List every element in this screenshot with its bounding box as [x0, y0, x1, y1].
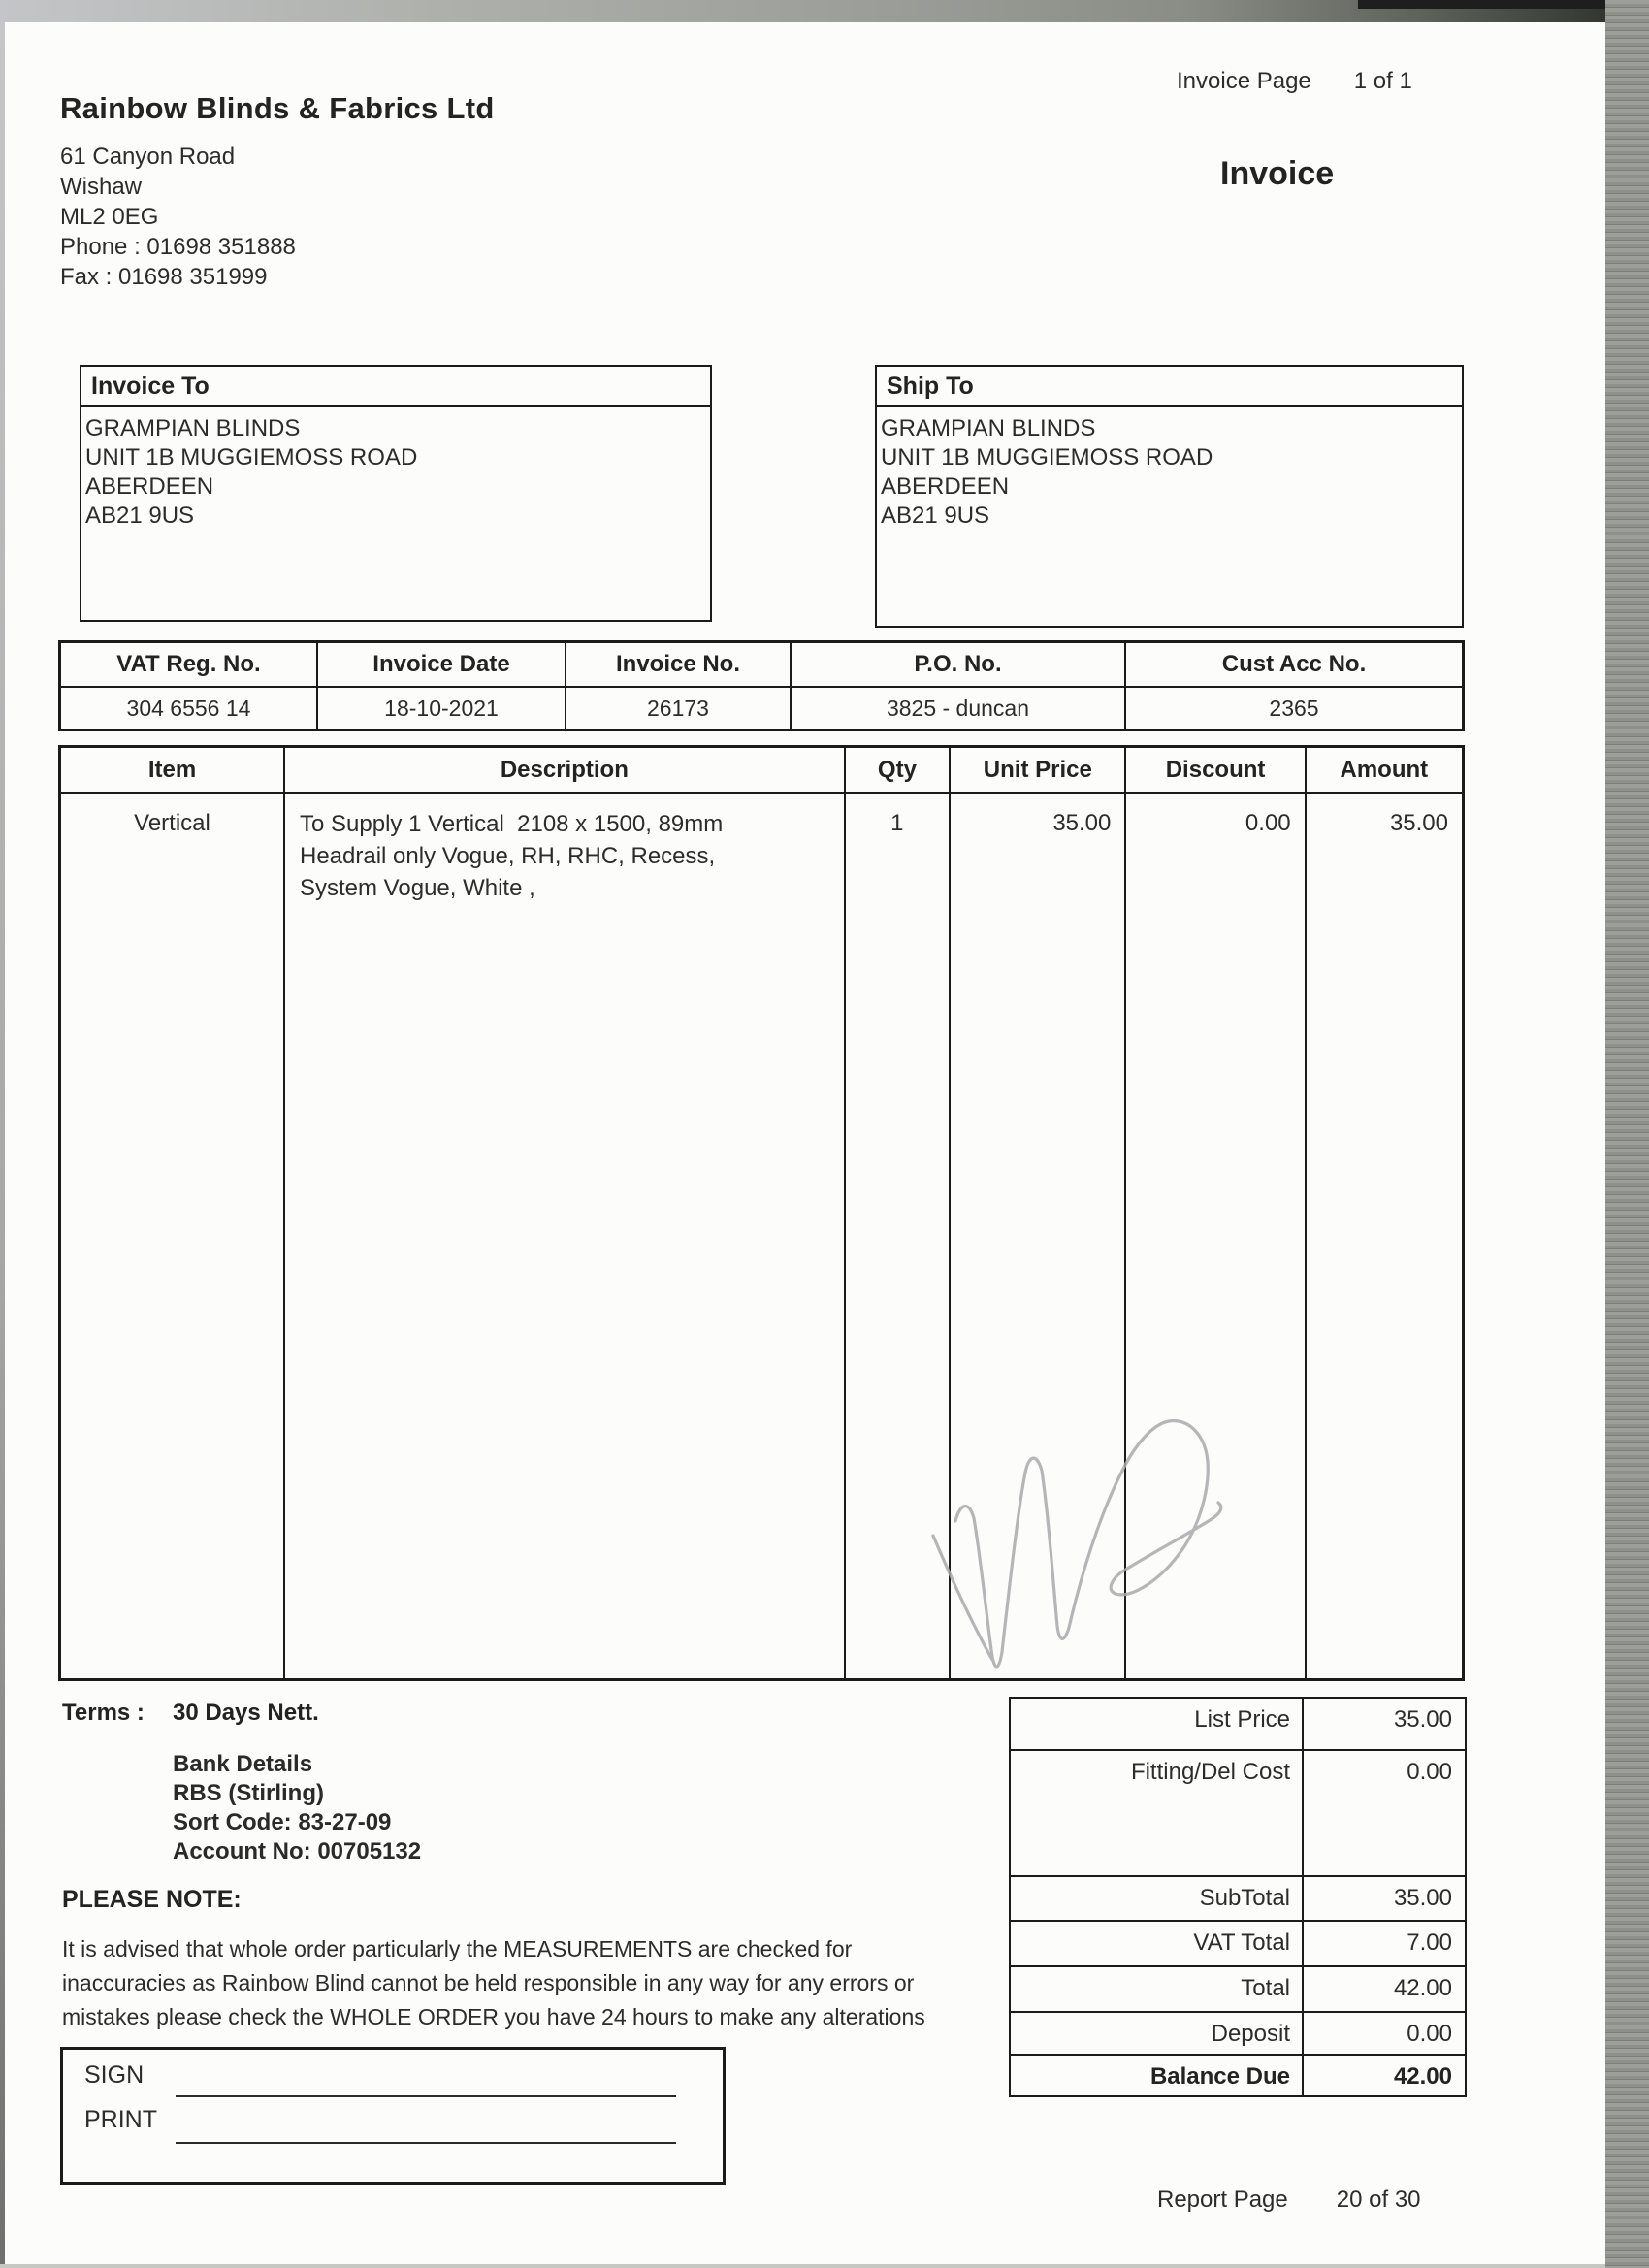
line-items-table	[58, 745, 1465, 1681]
totals-value: 35.00	[1393, 1885, 1452, 1911]
totals-value: 0.00	[1406, 1759, 1452, 1785]
totals-row-balance-due	[1011, 2054, 1465, 2095]
company-address-line: ML2 0EG	[60, 204, 159, 230]
totals-box	[1009, 1697, 1467, 2097]
sign-line	[176, 2095, 676, 2097]
company-address	[60, 142, 296, 292]
item-discount-cell: 0.00	[1126, 794, 1306, 1678]
totals-row-subtotal	[1011, 1875, 1465, 1920]
totals-value: 0.00	[1406, 2021, 1452, 2047]
meta-value-po: 3825 - duncan	[886, 695, 1030, 721]
report-page-value: 20 of 30	[1336, 2187, 1421, 2213]
meta-value-invoice-no: 26173	[647, 695, 709, 721]
totals-value: 42.00	[1393, 2063, 1452, 2090]
totals-value: 7.00	[1406, 1929, 1452, 1956]
print-line	[176, 2142, 676, 2144]
totals-row-total	[1011, 1965, 1465, 2011]
invoice-page-label: Invoice Page	[1177, 68, 1311, 94]
print-label: PRINT	[84, 2106, 157, 2133]
meta-value-date: 18-10-2021	[384, 695, 499, 721]
bank-sort-code: Sort Code: 83-27-09	[173, 1809, 392, 1835]
meta-header-date: Invoice Date	[318, 643, 565, 688]
invoice-to-box	[80, 365, 712, 622]
terms-label: Terms :	[62, 1700, 145, 1726]
meta-col-invoice-no	[566, 643, 792, 729]
col-header-item: Item	[61, 748, 285, 792]
meta-col-po	[792, 643, 1126, 729]
invoice-to-heading: Invoice To	[81, 367, 710, 407]
totals-label: Balance Due	[1011, 2056, 1304, 2095]
totals-row-fitting	[1011, 1749, 1465, 1875]
bank-account-no: Account No: 00705132	[173, 1838, 422, 1864]
meta-value-vat: 304 6556 14	[126, 695, 251, 721]
description-line: System Vogue, White ,	[300, 875, 535, 901]
invoice-to-line: ABERDEEN	[85, 473, 214, 500]
ship-to-line: AB21 9US	[881, 502, 990, 529]
totals-row-list-price	[1011, 1699, 1465, 1749]
invoice-to-address	[81, 407, 710, 531]
invoice-page-value: 1 of 1	[1353, 68, 1412, 94]
meta-header-invoice-no: Invoice No.	[566, 643, 790, 688]
sign-label: SIGN	[84, 2061, 145, 2089]
ship-to-box	[875, 365, 1464, 628]
line-items-header	[61, 748, 1462, 794]
scan-bottom-edge	[0, 2264, 1605, 2268]
report-page-label: Report Page	[1157, 2187, 1288, 2213]
meta-header-vat: VAT Reg. No.	[61, 643, 316, 688]
totals-value: 42.00	[1393, 1975, 1452, 2001]
ship-to-address	[877, 407, 1462, 531]
note-heading: PLEASE NOTE:	[62, 1886, 242, 1913]
note-body: It is advised that whole order particularly the MEASUREMENTS are checked for inaccuracies as Rainbow Blind cannot be held responsible in any way for any errors or mistakes please check the WHOLE ORDER you have 24 hours to make any alterations	[62, 1936, 925, 2029]
company-fax: Fax : 01698 351999	[60, 264, 268, 290]
invoice-meta-table	[58, 640, 1465, 731]
meta-header-po: P.O. No.	[792, 643, 1124, 688]
item-unit-price-cell: 35.00	[951, 794, 1126, 1678]
company-name: Rainbow Blinds & Fabrics Ltd	[60, 91, 495, 125]
ship-to-line: UNIT 1B MUGGIEMOSS ROAD	[881, 444, 1213, 470]
invoice-to-line: AB21 9US	[85, 502, 195, 529]
totals-label: Total	[1011, 1967, 1304, 2011]
item-type-cell: Vertical	[61, 794, 285, 1678]
description-line: Headrail only Vogue, RH, RHC, Recess,	[300, 843, 716, 869]
sign-print-box	[60, 2047, 726, 2185]
scan-right-band	[1605, 0, 1649, 2268]
totals-row-vat	[1011, 1920, 1465, 1965]
meta-col-cust-acc	[1126, 643, 1462, 729]
report-page-indicator	[1157, 2187, 1421, 2214]
document-title: Invoice	[1220, 155, 1335, 192]
item-amount-cell: 35.00	[1389, 810, 1448, 836]
totals-label: VAT Total	[1011, 1922, 1304, 1965]
totals-row-deposit	[1011, 2011, 1465, 2054]
company-phone: Phone : 01698 351888	[60, 234, 296, 260]
meta-value-cust-acc: 2365	[1269, 695, 1319, 721]
totals-label: Fitting/Del Cost	[1011, 1751, 1304, 1875]
description-line: To Supply 1 Vertical 2108 x 1500, 89mm	[300, 811, 724, 837]
totals-value: 35.00	[1393, 1706, 1452, 1733]
item-description-cell	[285, 794, 846, 1678]
invoice-to-line: GRAMPIAN BLINDS	[85, 415, 301, 441]
meta-col-vat	[61, 643, 318, 729]
col-header-description: Description	[285, 748, 846, 792]
bank-name: RBS (Stirling)	[173, 1780, 324, 1806]
ship-to-line: ABERDEEN	[881, 473, 1010, 500]
col-header-qty: Qty	[846, 748, 952, 792]
totals-label: Deposit	[1011, 2013, 1304, 2054]
item-qty-cell: 1	[846, 794, 952, 1678]
company-address-line: Wishaw	[60, 174, 143, 200]
line-item-row	[61, 794, 1462, 1678]
col-header-amount: Amount	[1340, 756, 1429, 783]
scan-left-edge	[0, 22, 5, 2268]
col-header-discount: Discount	[1126, 748, 1306, 792]
col-header-unit-price: Unit Price	[951, 748, 1126, 792]
ship-to-line: GRAMPIAN BLINDS	[881, 415, 1096, 441]
bank-details-heading: Bank Details	[173, 1751, 313, 1777]
meta-col-date	[318, 643, 566, 729]
ship-to-heading: Ship To	[877, 367, 1462, 407]
invoice-to-line: UNIT 1B MUGGIEMOSS ROAD	[85, 444, 418, 470]
totals-label: SubTotal	[1011, 1877, 1304, 1920]
invoice-page-indicator	[1177, 68, 1412, 95]
company-address-line: 61 Canyon Road	[60, 144, 236, 170]
meta-header-cust-acc: Cust Acc No.	[1126, 643, 1462, 688]
terms-value: 30 Days Nett.	[173, 1700, 319, 1726]
totals-label: List Price	[1011, 1699, 1304, 1749]
bank-details	[173, 1750, 421, 1866]
